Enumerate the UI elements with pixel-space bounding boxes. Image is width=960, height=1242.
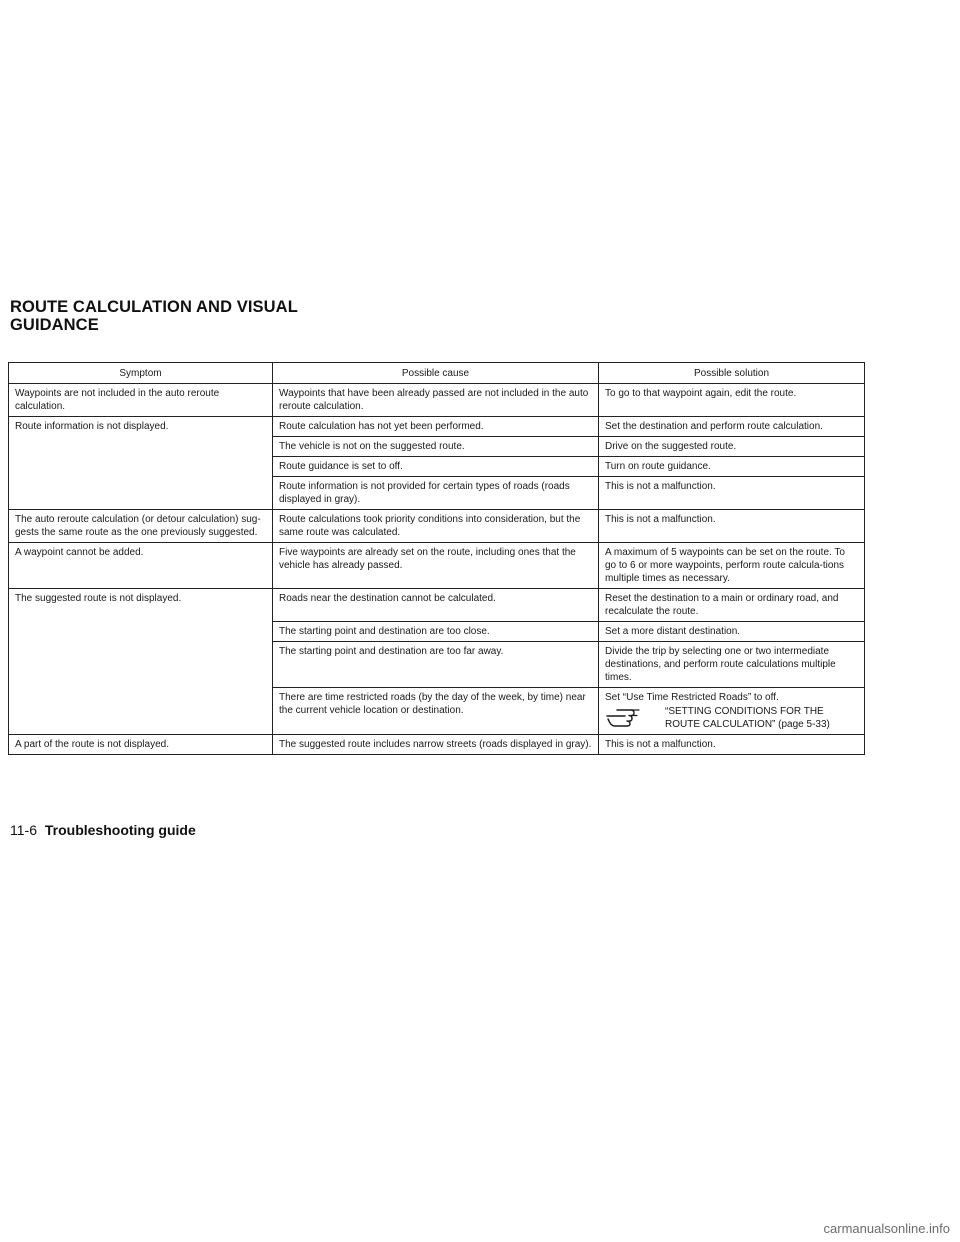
solution-cell: Reset the destination to a main or ordinary road, and recalculate the route. [599,589,865,622]
solution-cell: Set a more distant destination. [599,622,865,642]
header-possible-cause: Possible cause [273,363,599,384]
table-row [9,384,865,417]
cause-cell: Route guidance is set to off. [273,457,599,477]
chapter-title: Troubleshooting guide [44,822,196,838]
solution-text: Set “Use Time Restricted Roads” to off. [605,692,779,703]
symptom-cell: A part of the route is not displayed. [9,735,273,755]
cause-cell: Route information is not provided for certain types of roads (roads displayed in gray). [273,477,599,510]
cause-cell: Route calculation has not yet been performed. [273,417,599,437]
cause-cell: Route calculations took priority conditions into consideration, but the same route was calculated. [273,510,599,543]
cause-cell: The vehicle is not on the suggested route. [273,437,599,457]
table-header-row [9,363,865,384]
section-heading-line-1: ROUTE CALCULATION AND VISUAL [10,298,298,316]
solution-cell: Divide the trip by selecting one or two intermediate destinations, and perform route calculations multiple times. [599,642,865,688]
solution-cell: This is not a malfunction. [599,735,865,755]
cause-cell: Five waypoints are already set on the route, including ones that the vehicle has already passed. [273,543,599,589]
table-row [9,417,865,437]
solution-cell: To go to that waypoint again, edit the route. [599,384,865,417]
troubleshooting-table [8,362,865,755]
table-row [9,510,865,543]
table-row [9,589,865,622]
header-symptom: Symptom [9,363,273,384]
solution-cell: A maximum of 5 waypoints can be set on the route. To go to 6 or more waypoints, perform route calcula-tions multiple times as necessary. [599,543,865,589]
solution-cell: Set the destination and perform route calculation. [599,417,865,437]
section-heading-line-2: GUIDANCE [10,316,99,334]
page-footer [10,822,196,838]
page-reference-text: “SETTING CONDITIONS FOR THE ROUTE CALCULATION” (page 5-33) [665,706,830,730]
page-number: 11-6 [10,822,37,838]
page-reference-hand-icon [605,705,655,728]
cause-cell: There are time restricted roads (by the day of the week, by time) near the current vehicle location or destination. [273,688,599,735]
symptom-cell: The suggested route is not displayed. [9,589,273,735]
header-possible-solution: Possible solution [599,363,865,384]
solution-cell: This is not a malfunction. [599,510,865,543]
solution-cell: This is not a malfunction. [599,477,865,510]
solution-cell: Drive on the suggested route. [599,437,865,457]
table-row [9,735,865,755]
cause-cell: The starting point and destination are too close. [273,622,599,642]
symptom-cell: Waypoints are not included in the auto reroute calculation. [9,384,273,417]
cause-cell: The starting point and destination are too far away. [273,642,599,688]
symptom-cell: The auto reroute calculation (or detour calculation) sug-gests the same route as the one previously suggested. [9,510,273,543]
watermark: carmanualsonline.info [823,1221,950,1236]
symptom-cell: A waypoint cannot be added. [9,543,273,589]
solution-cell [599,688,865,735]
cause-cell: The suggested route includes narrow streets (roads displayed in gray). [273,735,599,755]
cause-cell: Waypoints that have been already passed are not included in the auto reroute calculation. [273,384,599,417]
table-row [9,543,865,589]
cause-cell: Roads near the destination cannot be calculated. [273,589,599,622]
symptom-cell: Route information is not displayed. [9,417,273,510]
page-reference [605,705,858,731]
section-heading [10,298,410,334]
solution-cell: Turn on route guidance. [599,457,865,477]
